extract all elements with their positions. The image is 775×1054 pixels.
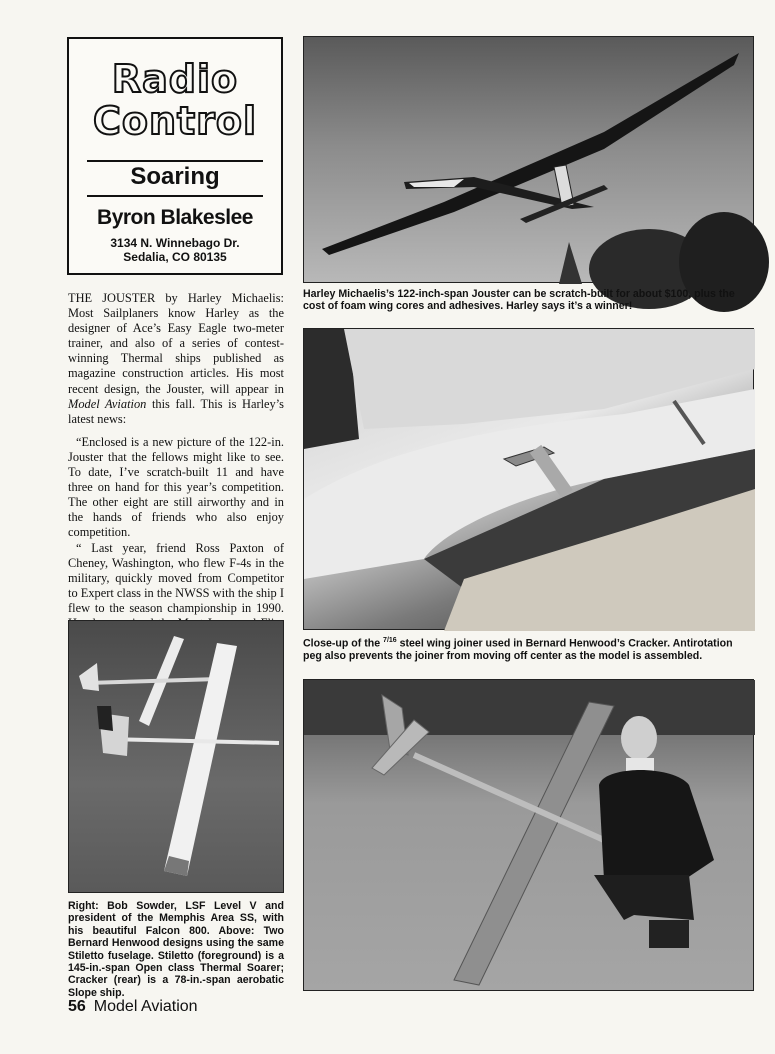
article-body (68, 291, 285, 615)
article-paragraph-1 (68, 291, 284, 427)
p1-end: this fall. This is Harley’s latest news: (68, 396, 285, 426)
cap-joiner-end: steel wing joiner used in Bernard Henwood’s Cracker. Antirotation peg also prevents the joiner from moving off center as the model is assembled. (303, 637, 733, 662)
column-title-control: Control (92, 99, 258, 143)
photo-henwood-designs-on-grass (68, 620, 284, 893)
column-subtitle: Soaring (130, 163, 220, 190)
column-title-radio: Radio (111, 57, 239, 101)
header-rule-bottom (87, 195, 263, 197)
column-header-box (67, 37, 283, 275)
page-folio (68, 998, 368, 1016)
photo-jouster-glider-in-flight (303, 36, 754, 283)
article-paragraph-3: “ Last year, friend Ross Paxton of Cheney, Washington, who flew F-4s in the military, quickly moved from Competitor to Expert class in the NWSS with the ship I flew to the season championship in 1990. (68, 540, 284, 615)
article-paragraph-2: “Enclosed is a new picture of the 122-in. Jouster that the fellows might like to see. To date, I’ve scratch-built 11 and have three on hand for this year’s competition. The other eight are still airworthy and in the hands of friends who also enjoy competition. (68, 434, 284, 540)
caption-sowder-falcon: Right: Bob Sowder, LSF Level V and president of the Memphis Area SS, with his beautiful Falcon 800. Above: Two Bernard Henwood designs using the same Stiletto fuselage. Stiletto (foreground) is a 145-in.-span Open class Thermal Soarer; Cracker (rear) is a 78-in.-span aerobatic Slope ship. (68, 900, 284, 999)
author-name: Byron Blakeslee (97, 206, 253, 229)
photo-bob-sowder-falcon-800 (303, 679, 754, 991)
page-number: 56 (68, 998, 86, 1015)
caption-wing-joiner (303, 635, 754, 662)
author-address-street: 3134 N. Winnebago Dr. (110, 236, 240, 250)
cap-joiner-start: Close-up of the (303, 637, 384, 650)
author-address-city: Sedalia, CO 80135 (123, 250, 227, 264)
cap-joiner-fraction: 7/16 (383, 637, 397, 644)
photo-wing-joiner-closeup (303, 328, 754, 630)
caption-jouster: Harley Michaelis’s 122-inch-span Jouster can be scratch-built for about $100, plus the cost of foam wing cores and adhesives. Harley says it’s a winner! (303, 288, 735, 313)
p1-magazine-title: Model Aviation (68, 396, 147, 411)
magazine-name: Model Aviation (93, 998, 198, 1015)
p1-start: THE JOUSTER by Harley Michaelis: Most Sailplaners know Harley as the designer of Ace’s Easy Eagle two-meter trainer, and also of a series of contest-winning Thermal ships published as magazine construction articles. His most recent design, the Jouster, will appear in (68, 291, 284, 396)
header-rule-top (87, 160, 263, 162)
